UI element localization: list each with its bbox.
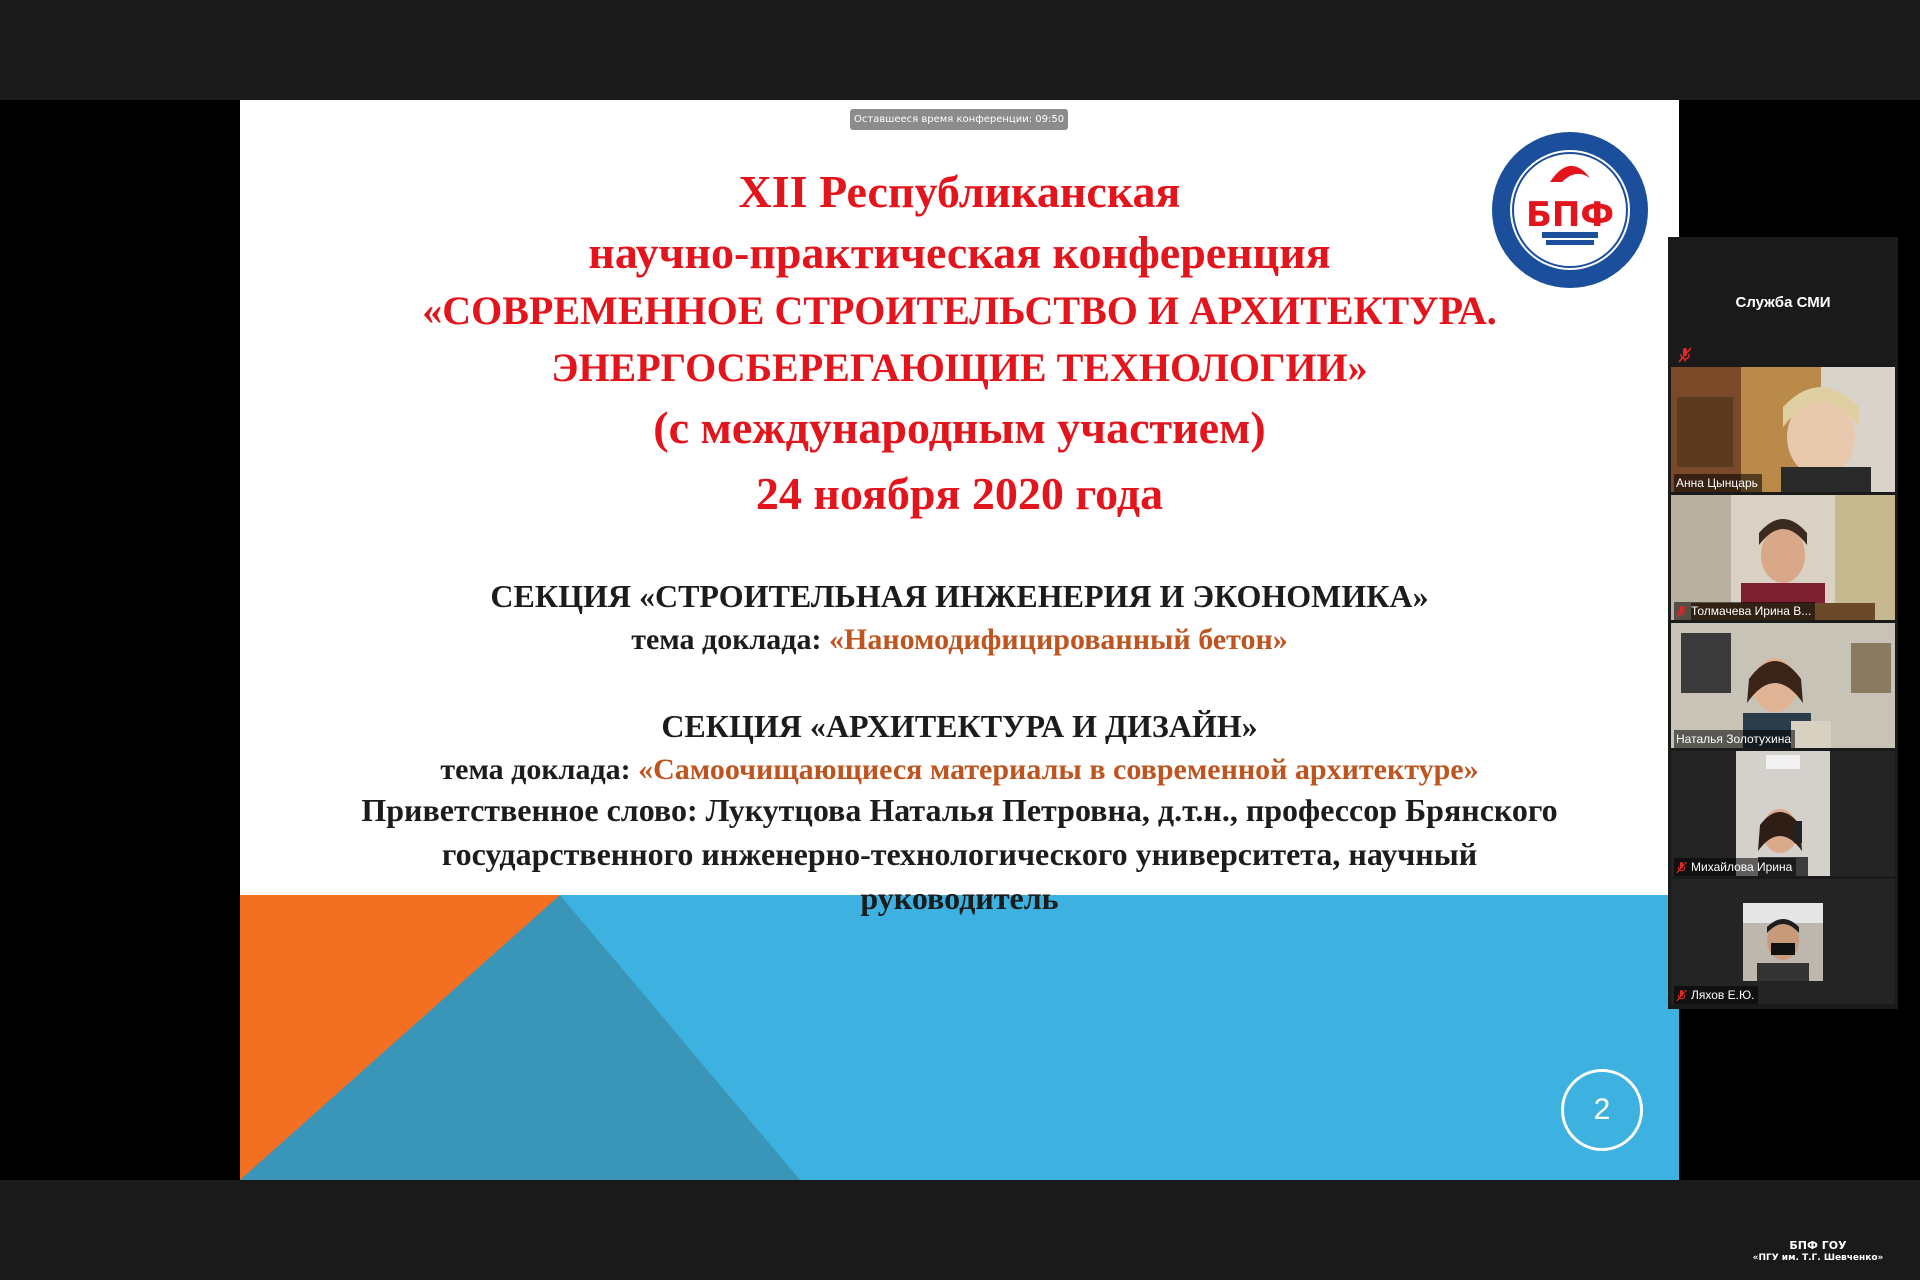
top-bar xyxy=(0,0,1920,100)
section-architecture-design xyxy=(240,704,1679,792)
participant-name: Михайлова Ирина xyxy=(1674,858,1796,876)
topic-label: тема доклада: xyxy=(440,753,639,786)
participant-tile-3[interactable] xyxy=(1671,751,1895,876)
greeting-text xyxy=(240,788,1679,920)
participant-tile-1[interactable] xyxy=(1671,495,1895,620)
greeting-line: государственного инженерно-технологического университета, научный xyxy=(441,836,1478,872)
watermark-line: «ПГУ им. Т.Г. Шевченко» xyxy=(1752,1253,1884,1263)
greeting-line: руководитель xyxy=(860,880,1059,916)
section-construction-engineering xyxy=(240,574,1679,662)
muted-mic-icon xyxy=(1676,989,1687,1002)
topic-title: «Самоочищающиеся материалы в современной архитектуре» xyxy=(638,753,1479,786)
shared-screen-slide xyxy=(240,100,1679,1180)
bottom-bar xyxy=(0,1180,1920,1280)
participant-name: Толмачева Ирина В... xyxy=(1674,602,1815,620)
watermark-line: БПФ ГОУ xyxy=(1789,1239,1847,1252)
participant-tile-0[interactable] xyxy=(1671,367,1895,492)
greeting-line: Приветственное слово: Лукутцова Наталья Петровна, д.т.н., профессор Брянского xyxy=(361,792,1558,828)
section-name: СЕКЦИЯ «АРХИТЕКТУРА И ДИЗАЙН» xyxy=(661,708,1258,744)
title-line: XII Республиканская xyxy=(738,166,1181,217)
host-name: Служба СМИ xyxy=(1735,294,1831,311)
topic-label: тема доклада: xyxy=(631,623,829,656)
title-line: (с международным участием) xyxy=(653,402,1266,453)
slide-background-shapes xyxy=(240,895,1679,1180)
participant-name: Ляхов Е.Ю. xyxy=(1674,986,1758,1004)
muted-mic-icon xyxy=(1678,347,1692,363)
title-line: ЭНЕРГОСБЕРЕГАЮЩИЕ ТЕХНОЛОГИИ» xyxy=(551,345,1368,390)
slide-page-number: 2 xyxy=(1561,1069,1643,1151)
participant-name: Анна Цынцарь xyxy=(1674,474,1762,492)
title-date: 24 ноября 2020 года xyxy=(755,468,1164,519)
muted-mic-icon xyxy=(1676,861,1687,874)
participant-tile-2[interactable] xyxy=(1671,623,1895,748)
participant-tile-4[interactable] xyxy=(1671,879,1895,1004)
meeting-timer: Оставшееся время конференции: 09:50 xyxy=(850,109,1068,130)
logo-text: БПФ xyxy=(1525,195,1615,235)
participants-panel xyxy=(1668,237,1898,1009)
title-line: научно-практическая конференция xyxy=(588,227,1331,278)
slide-title xyxy=(240,160,1679,528)
muted-mic-icon xyxy=(1676,605,1687,618)
section-name: СЕКЦИЯ «СТРОИТЕЛЬНАЯ ИНЖЕНЕРИЯ И ЭКОНОМИКА» xyxy=(490,578,1429,614)
section-topic xyxy=(240,618,1679,662)
participant-name: Наталья Золотухина xyxy=(1674,730,1795,748)
topic-title: «Наномодифицированный бетон» xyxy=(828,623,1288,656)
participant-video xyxy=(1743,903,1823,981)
section-topic xyxy=(240,748,1679,792)
broadcaster-watermark xyxy=(1728,1240,1908,1264)
title-line: «СОВРЕМЕННОЕ СТРОИТЕЛЬСТВО И АРХИТЕКТУРА. xyxy=(422,288,1497,333)
